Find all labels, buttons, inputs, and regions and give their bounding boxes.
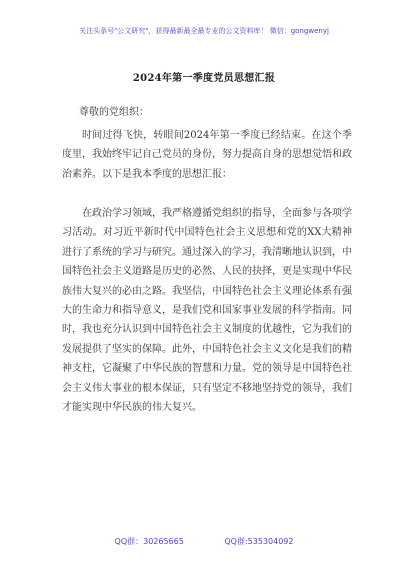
salutation: 尊敬的党组织： (79, 107, 149, 118)
header-banner: 关注头条号"公文研究"，获得最新最全最专业的公文资料库！ 微信：gongwenyj (79, 27, 329, 35)
footer-qq-group-1: QQ群：30265665 (114, 537, 184, 546)
footer-contacts (0, 536, 408, 547)
document-title: 2024年第一季度党员思想汇报 (132, 73, 276, 84)
paragraph-intro: 时间过得飞快，转眼间2024年第一季度已经结束。在这个季度里，我始终牢记自己党员的身份，努力提高自身的思想觉悟和政治素养。以下是我本季度的思想汇报： (62, 130, 352, 180)
paragraph-political-study: 在政治学习领域，我严格遵循党组织的指导，全面参与各项学习活动。对习近平新时代中国特色社会主义思想和党的XX大精神进行了系统的学习与研究。通过深入的学习，我清晰地认识到，中国特色社会主义道路是历史的必然、人民的抉择，更是实现中华民族伟大复兴的必由之路。我坚信，中国特色社会主义理论体系有强大的生命力和指导意义，是我们党和国家事业发展的科学指南。同时，我也充分认识到中国特色社会主义制度的优越性，它为我们的发展提供了坚实的保障。此外，中国特色社会主义文化是我们的精神支柱，它凝聚了中华民族的智慧和力量。党的领导是中国特色社会主义伟大事业的根本保证，只有坚定不移地坚持党的领导，我们才能实现中华民族的伟大复兴。 (62, 208, 352, 414)
footer-qq-group-2: QQ群:535304092 (224, 537, 294, 546)
